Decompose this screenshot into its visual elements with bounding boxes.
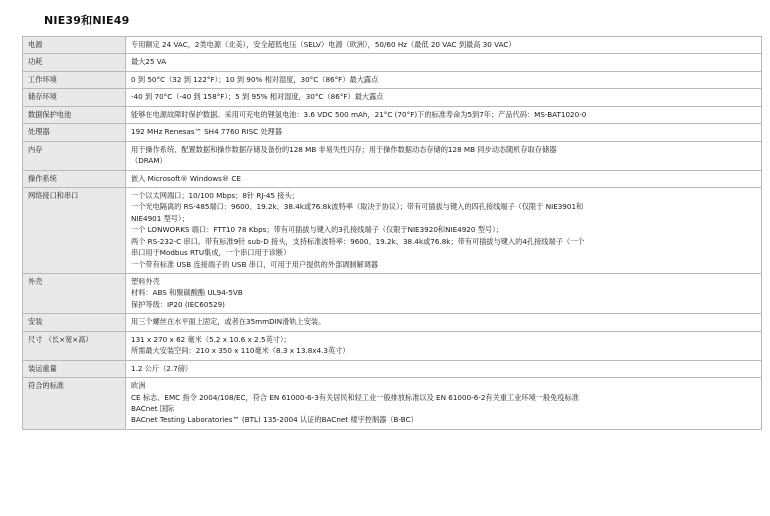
row-label	[23, 331, 126, 360]
row-value	[126, 331, 762, 360]
value-line: （DRAM）	[131, 156, 167, 166]
table-row	[23, 89, 762, 106]
value-line: BACnet Testing Laboratories™ (BTL) 135-2004 认证的BACnet 楼宇控制器（B-BC）	[131, 415, 418, 425]
table-row	[23, 141, 762, 170]
row-label: 功耗	[23, 54, 126, 71]
page-title: NIE39和NIE49	[44, 14, 130, 27]
value-line: 塑料外壳	[131, 277, 160, 286]
row-value	[126, 360, 762, 377]
table-row	[23, 170, 762, 187]
table-row	[23, 187, 762, 273]
value-line: NIE4901 型号）；	[131, 213, 189, 223]
value-line: 两个 RS-232-C 串口。带有标准9针 sub-D 接头，支持标准波特率：9600、19.2k、38.4k或76.8k；带有可插拔与键入的4孔接线端子（一个	[131, 236, 585, 246]
row-label: 数据保护电池	[23, 106, 126, 123]
value-line: 保护等级：IP20 (IEC60529)	[131, 299, 225, 309]
value-line: 0 到 50°C（32 到 122°F）；10 到 90% 相对湿度，30°C（86°F）最大露点	[131, 74, 379, 84]
row-label-line: 尺寸	[28, 334, 43, 344]
specifications-table-body	[23, 37, 762, 430]
table-row	[23, 331, 762, 360]
row-value	[126, 141, 762, 170]
row-label: 外壳	[23, 274, 126, 314]
value-line: 专用额定 24 VAC，2类电源（北美），安全超低电压（SELV）电源（欧洲），50/60 Hz（最低 20 VAC 到最高 30 VAC）	[131, 40, 516, 49]
row-value	[126, 170, 762, 187]
row-value	[126, 37, 762, 54]
table-row	[23, 314, 762, 331]
row-label: 安装	[23, 314, 126, 331]
value-line: -40 到 70°C（-40 到 158°F）；5 到 95% 相对湿度，30°C（86°F）最大露点	[131, 92, 384, 102]
value-line: 能够在电源故障时保护数据。采用可充电的锂氢电池：3.6 VDC 500 mAh，21°C (70°F)下的标准寿命为5到7年；产品代码：MS-BAT1020-0	[131, 109, 587, 119]
row-label: 工作环境	[23, 71, 126, 88]
row-value	[126, 106, 762, 123]
row-value	[126, 378, 762, 430]
row-label-line: （长×宽×高）	[44, 334, 93, 344]
value-line: 一个以太网端口；10/100 Mbps；8针 RJ-45 接头；	[131, 190, 299, 200]
table-row	[23, 106, 762, 123]
value-line: 1.2 公斤（2.7磅）	[131, 363, 193, 373]
row-label: 网络接口和串口	[23, 187, 126, 273]
row-value	[126, 314, 762, 331]
value-line: BACnet 国际	[131, 403, 175, 413]
table-row	[23, 360, 762, 377]
value-line: 131 x 270 x 62 毫米（5.2 x 10.6 x 2.5英寸）；	[131, 334, 291, 344]
value-line: 欧洲	[131, 381, 146, 391]
table-row	[23, 71, 762, 88]
row-label: 储存环境	[23, 89, 126, 106]
value-line: 用于操作系统、配置数据和操作数据存储及备份的128 MB 非易失性闪存；用于操作数据动态存储的128 MB 同步动态随机存取存储器	[131, 144, 557, 154]
value-line: 一个带有标准 USB 连接端子的 USB 串口，可用于用户提供的外部调制解调器	[131, 259, 379, 269]
table-row	[23, 54, 762, 71]
row-label: 内存	[23, 141, 126, 170]
value-line: 一个 LONWORKS 端口：FTT10 78 Kbps；带有可插拔与键入的3孔接线端子（仅限于NIE3920和NIE4920 型号）；	[131, 225, 503, 235]
value-line: 材料：ABS 和聚碳酸酯 UL94-5VB	[131, 288, 243, 298]
value-line: 所需最大安装空间：210 x 350 x 110毫米（8.3 x 13.8x4.3英寸）	[131, 346, 350, 356]
table-row	[23, 378, 762, 430]
value-line: 串口用于Modbus RTU集成，一个串口用于诊断）	[131, 248, 291, 258]
row-label: 电源	[23, 37, 126, 54]
value-line: CE 标志、EMC 指令 2004/108/EC，符合 EN 61000-6-3有关居民和轻工业一般排放标准以及 EN 61000-6-2有关重工业环境一般免疫标准	[131, 392, 579, 402]
row-value	[126, 54, 762, 71]
row-value	[126, 187, 762, 273]
table-row	[23, 37, 762, 54]
value-line: 一个光电隔离的 RS-485端口：9600、19.2k、38.4k或76.8k波特率（取决于协议）；带有可插拔与键入的四孔接线端子（仅限于 NIE3901和	[131, 202, 584, 212]
value-line: 用三个螺丝在水平面上固定，或者在35mmDIN滑轨上安装。	[131, 317, 326, 327]
value-line: 嵌入 Microsoft® Windows® CE	[131, 173, 241, 183]
value-line: 最大25 VA	[131, 57, 167, 67]
row-label: 处理器	[23, 124, 126, 141]
row-label: 符合的标准	[23, 378, 126, 430]
table-row	[23, 274, 762, 314]
row-value	[126, 89, 762, 106]
specifications-table	[22, 36, 762, 430]
row-label: 操作系统	[23, 170, 126, 187]
row-value	[126, 274, 762, 314]
table-row	[23, 124, 762, 141]
row-value	[126, 124, 762, 141]
value-line: 192 MHz Renesas™ SH4 7760 RISC 处理器	[131, 127, 283, 137]
row-value	[126, 71, 762, 88]
row-label: 装运重量	[23, 360, 126, 377]
